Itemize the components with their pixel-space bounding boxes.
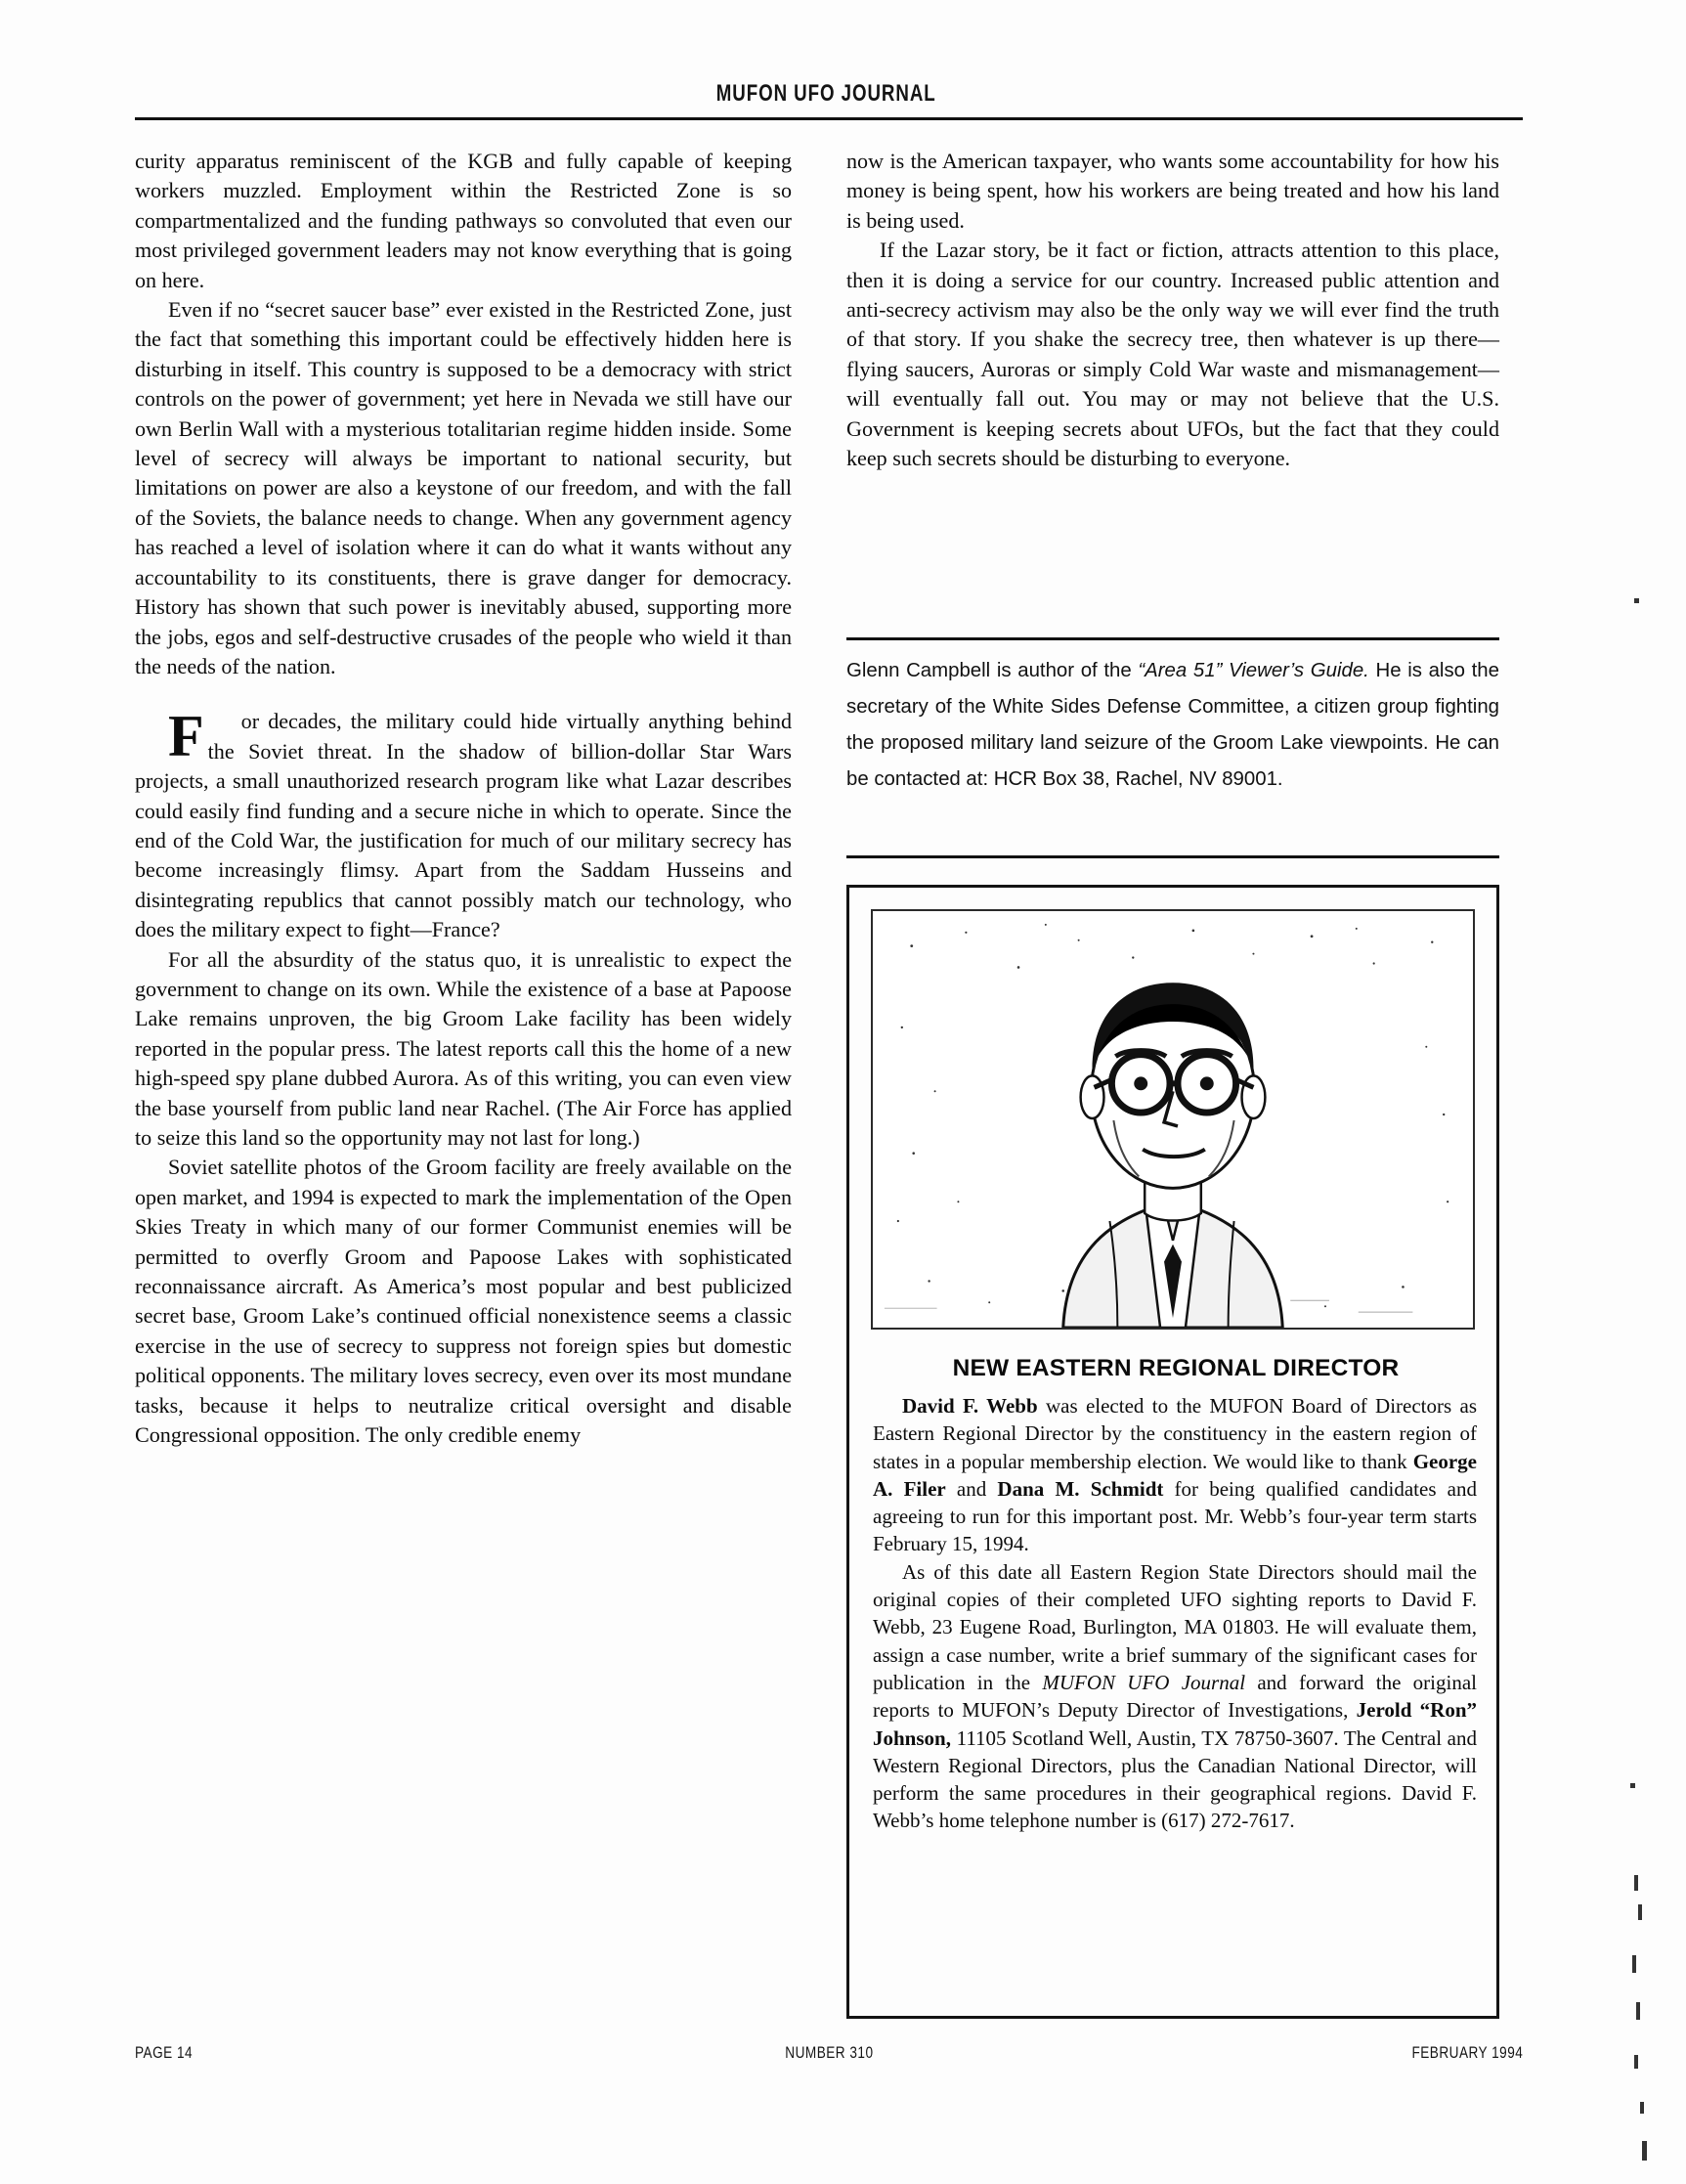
paragraph: curity apparatus reminiscent of the KGB and fully capable of keeping workers muzzled. Employment within the Restricted Zone is so compartmentalized and the funding pathways so convoluted that even our most privileged government leaders may not know everything that is going on here. [135, 149, 792, 292]
person-name-webb: David F. Webb [902, 1394, 1038, 1418]
drop-cap-letter: F [168, 704, 204, 769]
paragraph [873, 1392, 1477, 1558]
scan-speck [1630, 1783, 1635, 1788]
person-name-filer: George A. Filer [873, 1449, 1477, 1501]
person-name-johnson: Jerold “Ron” Johnson, [873, 1698, 1477, 1750]
sidebar-body [873, 1392, 1477, 1835]
bio-divider-bottom [846, 855, 1499, 858]
paragraph: now is the American taxpayer, who wants some accountability for how his money is being spent, how his workers are being treated and how his land is being used. [846, 149, 1499, 233]
person-name-schmidt: Dana M. Schmidt [997, 1476, 1164, 1501]
scan-speck [1636, 2002, 1640, 2020]
paragraph: For all the absurdity of the status quo, it is unrealistic to expect the government to change on its own. While the existence of a base at Papoose Lake remains unproven, the big Groom Lake facility has been widely reported in the popular press. The latest reports call this the home of a new high-speed spy plane dubbed Aurora. As of this writing, you can even view the base yourself from public land near Rachel. (The Air Force has applied to seize this land so the opportunity may not last for long.) [135, 946, 792, 1150]
scan-speck [1640, 2102, 1644, 2114]
scan-speck [1634, 1875, 1638, 1891]
paragraph-text: was elected to the MUFON Board of Directors as Eastern Regional Director by the constituency in the eastern region of states in a popular membership election. We would like to thank [873, 1394, 1477, 1473]
journal-title: MUFON UFO Journal [1042, 1670, 1246, 1694]
paragraph: Even if no “secret saucer base” ever existed in the Restricted Zone, just the fact that something this important could be effectively hidden here is disturbing in itself. This country is supposed to be a democracy with strict controls on the power of government; yet here in Nevada we still have our own Berlin Wall with a mysterious totalitarian regime hidden inside. Some level of secrecy will always be important to national security, but limitations on power are also a keystone of our freedom, and with the fall of the Soviets, the balance needs to change. When any government agency has reached a level of isolation where it can do what it wants without any accountability to its constituents, there is grave danger for democracy. History has shown that such power is inevitably abused, supporting more the jobs, egos and self-destructive crusades of the people who wield it than the needs of the nation. [135, 297, 792, 678]
left-text-column [135, 147, 792, 1450]
paragraph: Soviet satellite photos of the Groom facility are freely available on the open market, and 1994 is expected to mark the implementation of the Open Skies Treaty in which many of our former Communist enemies will be permitted to overfly Groom and Papoose Lakes with sophisticated reconnaissance aircraft. As America’s most popular and best publicized secret base, Groom Lake’s continued official nonexistence seems a classic exercise in the use of secrecy to suppress not foreign spies but domestic political opponents. The military loves secrecy, even over its most mundane tasks, because it helps to neutralize critical oversight and disable Congressional opposition. The only credible enemy [135, 1155, 792, 1448]
sidebar-heading: NEW EASTERN REGIONAL DIRECTOR [952, 1355, 1400, 1381]
scan-speck [1634, 2055, 1638, 2069]
scan-speck [1632, 1955, 1636, 1973]
footer-issue-date: FEBRUARY 1994 [1411, 2043, 1523, 2062]
bio-divider-top [846, 637, 1499, 640]
header-divider [135, 117, 1523, 120]
footer-issue-number: NUMBER 310 [784, 2043, 874, 2062]
page-title: MUFON UFO JOURNAL [715, 80, 936, 107]
running-head [132, 80, 1520, 108]
bio-text-lead: Glenn Campbell is author of the [846, 660, 1139, 681]
scan-speck [1642, 2141, 1647, 2161]
paragraph-text: 11105 Scotland Well, Austin, TX 78750-3607. The Central and Western Regional Directors, plus the Canadian National Director, will perform the same procedures in their geographical regions. David F. Webb’s home telephone number is (617) 272-7617. [873, 1725, 1477, 1833]
bio-text-tail: He is also the secretary of the White Sides Defense Committee, a citizen group fighting the proposed military land seizure of the Groom Lake viewpoints. He can be contacted at: HCR Box 38, Rachel, NV 89001. [846, 660, 1499, 790]
footer-page-number: PAGE 14 [135, 2043, 194, 2062]
sidebar-box [846, 885, 1499, 2019]
conjunction: and [945, 1476, 998, 1501]
photo-frame [871, 909, 1475, 1330]
scan-speck [1634, 598, 1639, 603]
dropcap-paragraph [135, 704, 792, 944]
paragraph: If the Lazar story, be it fact or fiction, attracts attention to this place, then it is doing a service for our country. Increased public attention and anti-secrecy activism may also be the only way we will ever find the truth of that story. If you shake the secrecy tree, then whatever is up there—flying saucers, Auroras or simply Cold War waste and mismanagement—will eventually fall out. You may or may not believe that the U.S. Government is keeping secrets about UFOs, but the fact that they could keep such secrets should be disturbing to everyone. [846, 238, 1499, 471]
right-text-column [846, 147, 1499, 473]
bio-book-title: “Area 51” Viewer’s Guide. [1138, 660, 1369, 681]
author-bio [846, 653, 1499, 798]
paragraph-text: for being qualified candidates and agreeing to run for this important post. Mr. Webb’s four-year term starts February 15, 1994. [873, 1476, 1477, 1556]
paragraph-text: As of this date all Eastern Region State Directors should mail the original copies of their completed UFO sighting reports to David F. Webb, 23 Eugene Road, Burlington, MA 01803. He will evaluate them, assign a case number, write a brief summary of the significant cases for publication in the [873, 1559, 1477, 1694]
scan-speck [1638, 1904, 1642, 1920]
portrait-photo [873, 911, 1473, 1328]
paragraph-text: and forward the original reports to MUFON’s Deputy Director of Investigations, [873, 1670, 1477, 1723]
dropcap-paragraph-text: or decades, the military could hide virtually anything behind the Soviet threat. In the shadow of billion-dollar Star Wars projects, a small unauthorized research program like what Lazar describes could easily find funding and a secure niche in which to operate. Since the end of the Cold War, the justification for much of our military secrecy has become increasingly flimsy. Apart from the Saddam Husseins and disintegrating republics that cannot possibly match our technology, who does the military expect to fight—France? [135, 709, 792, 942]
paragraph [873, 1558, 1477, 1835]
